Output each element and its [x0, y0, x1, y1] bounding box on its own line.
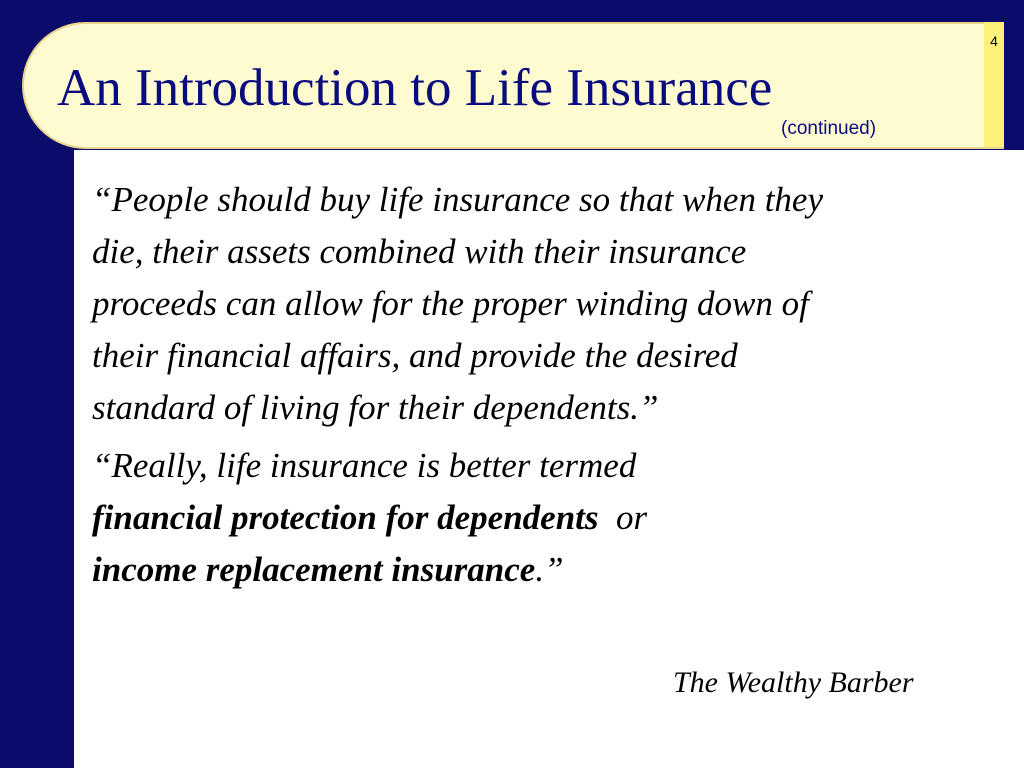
quote-2-line: “Really, life insurance is better termed — [92, 446, 637, 485]
slide-number: 4 — [990, 33, 998, 49]
connector-text: or — [616, 498, 648, 537]
slide-body — [92, 174, 1012, 596]
quote-2-line — [92, 544, 1012, 596]
closing-quote: .” — [535, 550, 564, 589]
quote-paragraph-1 — [92, 174, 1012, 434]
quote-2-line — [92, 492, 1012, 544]
quote-attribution: The Wealthy Barber — [673, 666, 914, 699]
slide-title: An Introduction to Life Insurance — [57, 59, 773, 117]
emphasized-term-income-replacement: income replacement insurance — [92, 550, 536, 589]
quote-1-line: “People should buy life insurance so that when they — [92, 180, 824, 219]
emphasized-term-financial-protection: financial protection for dependents — [92, 498, 599, 537]
quote-1-line: die, their assets combined with their insurance — [92, 232, 747, 271]
quote-1-line: proceeds can allow for the proper winding down of — [92, 284, 809, 323]
quote-1-line: their financial affairs, and provide the desired — [92, 336, 738, 375]
quote-1-line: standard of living for their dependents.” — [92, 388, 659, 427]
slide-subtitle: (continued) — [781, 118, 877, 139]
quote-paragraph-2 — [92, 440, 1012, 596]
